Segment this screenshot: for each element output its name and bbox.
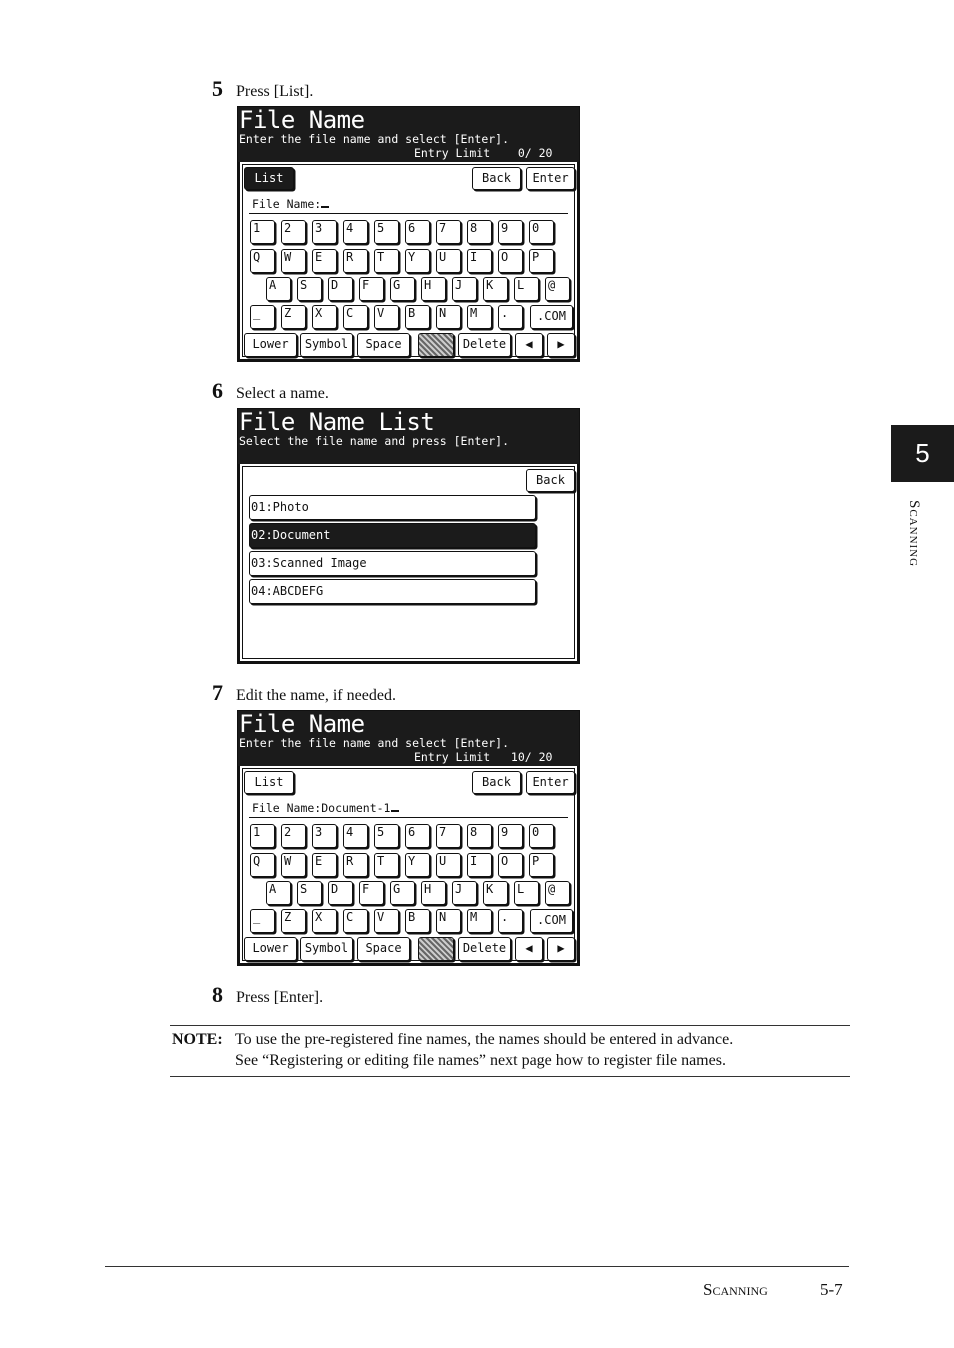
note-bottom-rule bbox=[170, 1076, 850, 1077]
key-6[interactable]: 6 bbox=[405, 824, 430, 848]
enter-key-icon[interactable] bbox=[418, 333, 454, 357]
key-6[interactable]: 6 bbox=[405, 220, 430, 244]
step-7 bbox=[212, 680, 396, 706]
key-z[interactable]: Z bbox=[281, 305, 306, 329]
key-v[interactable]: V bbox=[374, 909, 399, 933]
key-e[interactable]: E bbox=[312, 853, 337, 877]
footer-page-number: 5-7 bbox=[820, 1280, 843, 1299]
screen-header bbox=[238, 711, 579, 766]
key-at[interactable]: @ bbox=[545, 881, 570, 905]
key-s[interactable]: S bbox=[297, 277, 322, 301]
list-item-document[interactable]: 02:Document bbox=[249, 523, 536, 548]
screen-title: File Name bbox=[239, 710, 365, 738]
key-m[interactable]: M bbox=[467, 305, 492, 329]
key-3[interactable]: 3 bbox=[312, 220, 337, 244]
enter-key-icon[interactable] bbox=[418, 937, 454, 961]
footer-rule bbox=[105, 1266, 849, 1267]
key-y[interactable]: Y bbox=[405, 249, 430, 273]
key-g[interactable]: G bbox=[390, 881, 415, 905]
key-p[interactable]: P bbox=[529, 853, 554, 877]
field-underline bbox=[249, 213, 568, 214]
key-at[interactable]: @ bbox=[545, 277, 570, 301]
key-r[interactable]: R bbox=[343, 249, 368, 273]
key-i[interactable]: I bbox=[467, 249, 492, 273]
screen-subtitle: Enter the file name and select [Enter]. bbox=[239, 132, 510, 146]
key-t[interactable]: T bbox=[374, 853, 399, 877]
list-button[interactable]: List bbox=[244, 771, 294, 794]
field-value: Document-1 bbox=[321, 801, 391, 815]
cursor-left-button[interactable]: ◀ bbox=[515, 333, 543, 357]
enter-button[interactable]: Enter bbox=[526, 167, 575, 190]
cursor-right-button[interactable]: ▶ bbox=[547, 333, 575, 357]
note-label: NOTE: bbox=[172, 1031, 223, 1048]
key-0[interactable]: 0 bbox=[529, 220, 554, 244]
screen-subtitle: Select the file name and press [Enter]. bbox=[239, 434, 510, 448]
screen-header bbox=[238, 107, 579, 162]
key-0[interactable]: 0 bbox=[529, 824, 554, 848]
key-8[interactable]: 8 bbox=[467, 824, 492, 848]
key-c[interactable]: C bbox=[343, 305, 368, 329]
key-a[interactable]: A bbox=[266, 881, 291, 905]
key-k[interactable]: K bbox=[483, 881, 508, 905]
step-text: Press [Enter]. bbox=[236, 989, 324, 1006]
key-w[interactable]: W bbox=[281, 853, 306, 877]
step-8 bbox=[212, 982, 323, 1008]
key-5[interactable]: 5 bbox=[374, 220, 399, 244]
field-label: File Name: bbox=[252, 801, 322, 815]
file-name-screen bbox=[237, 106, 580, 362]
back-button[interactable]: Back bbox=[526, 469, 575, 492]
key-o[interactable]: O bbox=[498, 853, 523, 877]
screen-subtitle: Enter the file name and select [Enter]. bbox=[239, 736, 510, 750]
key-period[interactable]: . bbox=[498, 305, 523, 329]
enter-button[interactable]: Enter bbox=[526, 771, 575, 794]
key-7[interactable]: 7 bbox=[436, 220, 461, 244]
back-button[interactable]: Back bbox=[472, 771, 521, 794]
key-x[interactable]: X bbox=[312, 305, 337, 329]
step-5 bbox=[212, 76, 313, 102]
footer-section: Scanning bbox=[703, 1280, 768, 1299]
key-x[interactable]: X bbox=[312, 909, 337, 933]
screen-body bbox=[238, 162, 579, 361]
key-y[interactable]: Y bbox=[405, 853, 430, 877]
text-cursor bbox=[391, 801, 399, 812]
list-button[interactable]: List bbox=[244, 167, 294, 190]
cursor-left-button[interactable]: ◀ bbox=[515, 937, 543, 961]
key-g[interactable]: G bbox=[390, 277, 415, 301]
key-9[interactable]: 9 bbox=[498, 824, 523, 848]
key-1[interactable]: 1 bbox=[250, 824, 275, 848]
key-underscore[interactable]: _ bbox=[250, 909, 275, 933]
list-item-abcdefg[interactable]: 04:ABCDEFG bbox=[249, 579, 536, 604]
file-name-field[interactable] bbox=[252, 801, 399, 815]
note-line-2: See “Registering or editing file names” next page how to register file names. bbox=[235, 1052, 726, 1069]
step-number: 6 bbox=[212, 378, 223, 403]
chapter-tab-label: Scanning bbox=[906, 500, 922, 568]
back-button[interactable]: Back bbox=[472, 167, 521, 190]
key-c[interactable]: C bbox=[343, 909, 368, 933]
key-j[interactable]: J bbox=[452, 881, 477, 905]
key-q[interactable]: Q bbox=[250, 853, 275, 877]
entry-limit: Entry Limit 0/ 20 bbox=[414, 146, 553, 160]
step-text: Select a name. bbox=[236, 385, 329, 402]
symbol-button[interactable]: Symbol bbox=[300, 937, 353, 961]
key-dotcom[interactable]: .COM bbox=[530, 305, 573, 329]
key-h[interactable]: H bbox=[421, 881, 446, 905]
screen-body bbox=[238, 766, 579, 965]
key-5[interactable]: 5 bbox=[374, 824, 399, 848]
key-r[interactable]: R bbox=[343, 853, 368, 877]
screen-body bbox=[238, 464, 579, 663]
key-f[interactable]: F bbox=[359, 277, 384, 301]
key-n[interactable]: N bbox=[436, 909, 461, 933]
key-v[interactable]: V bbox=[374, 305, 399, 329]
key-1[interactable]: 1 bbox=[250, 220, 275, 244]
key-9[interactable]: 9 bbox=[498, 220, 523, 244]
key-h[interactable]: H bbox=[421, 277, 446, 301]
cursor-right-button[interactable]: ▶ bbox=[547, 937, 575, 961]
list-item-photo[interactable]: 01:Photo bbox=[249, 495, 536, 520]
key-3[interactable]: 3 bbox=[312, 824, 337, 848]
step-number: 7 bbox=[212, 680, 223, 705]
key-4[interactable]: 4 bbox=[343, 824, 368, 848]
key-underscore[interactable]: _ bbox=[250, 305, 275, 329]
key-n[interactable]: N bbox=[436, 305, 461, 329]
key-u[interactable]: U bbox=[436, 853, 461, 877]
delete-button[interactable]: Delete bbox=[458, 333, 511, 357]
step-number: 5 bbox=[212, 76, 223, 101]
symbol-button[interactable]: Symbol bbox=[300, 333, 353, 357]
step-number: 8 bbox=[212, 982, 223, 1007]
file-name-field[interactable] bbox=[252, 197, 329, 211]
key-t[interactable]: T bbox=[374, 249, 399, 273]
key-i[interactable]: I bbox=[467, 853, 492, 877]
delete-button[interactable]: Delete bbox=[458, 937, 511, 961]
chapter-tab: 5 bbox=[891, 425, 954, 482]
screen-title: File Name List bbox=[239, 408, 435, 436]
key-j[interactable]: J bbox=[452, 277, 477, 301]
file-name-list-screen bbox=[237, 408, 580, 664]
key-q[interactable]: Q bbox=[250, 249, 275, 273]
lower-button[interactable]: Lower bbox=[244, 937, 297, 961]
key-d[interactable]: D bbox=[328, 881, 353, 905]
key-m[interactable]: M bbox=[467, 909, 492, 933]
key-period[interactable]: . bbox=[498, 909, 523, 933]
key-b[interactable]: B bbox=[405, 909, 430, 933]
field-underline bbox=[249, 817, 568, 818]
key-u[interactable]: U bbox=[436, 249, 461, 273]
space-button[interactable]: Space bbox=[357, 333, 410, 357]
key-z[interactable]: Z bbox=[281, 909, 306, 933]
key-w[interactable]: W bbox=[281, 249, 306, 273]
field-label: File Name: bbox=[252, 197, 322, 211]
key-e[interactable]: E bbox=[312, 249, 337, 273]
key-8[interactable]: 8 bbox=[467, 220, 492, 244]
note-top-rule bbox=[170, 1025, 850, 1026]
key-4[interactable]: 4 bbox=[343, 220, 368, 244]
key-s[interactable]: S bbox=[297, 881, 322, 905]
step-6 bbox=[212, 378, 329, 404]
screen-title: File Name bbox=[239, 106, 365, 134]
screen-header bbox=[238, 409, 579, 464]
key-p[interactable]: P bbox=[529, 249, 554, 273]
entry-limit: Entry Limit 10/ 20 bbox=[414, 750, 553, 764]
text-cursor bbox=[321, 197, 329, 208]
key-a[interactable]: A bbox=[266, 277, 291, 301]
key-2[interactable]: 2 bbox=[281, 220, 306, 244]
key-d[interactable]: D bbox=[328, 277, 353, 301]
key-l[interactable]: L bbox=[514, 881, 539, 905]
note-line-1: To use the pre-registered fine names, the names should be entered in advance. bbox=[235, 1031, 734, 1048]
key-f[interactable]: F bbox=[359, 881, 384, 905]
key-b[interactable]: B bbox=[405, 305, 430, 329]
key-dotcom[interactable]: .COM bbox=[530, 909, 573, 933]
key-7[interactable]: 7 bbox=[436, 824, 461, 848]
key-k[interactable]: K bbox=[483, 277, 508, 301]
key-2[interactable]: 2 bbox=[281, 824, 306, 848]
step-text: Press [List]. bbox=[236, 83, 314, 100]
list-item-scanned-image[interactable]: 03:Scanned Image bbox=[249, 551, 536, 576]
lower-button[interactable]: Lower bbox=[244, 333, 297, 357]
key-l[interactable]: L bbox=[514, 277, 539, 301]
key-o[interactable]: O bbox=[498, 249, 523, 273]
space-button[interactable]: Space bbox=[357, 937, 410, 961]
step-text: Edit the name, if needed. bbox=[236, 687, 396, 704]
file-name-edit-screen bbox=[237, 710, 580, 966]
